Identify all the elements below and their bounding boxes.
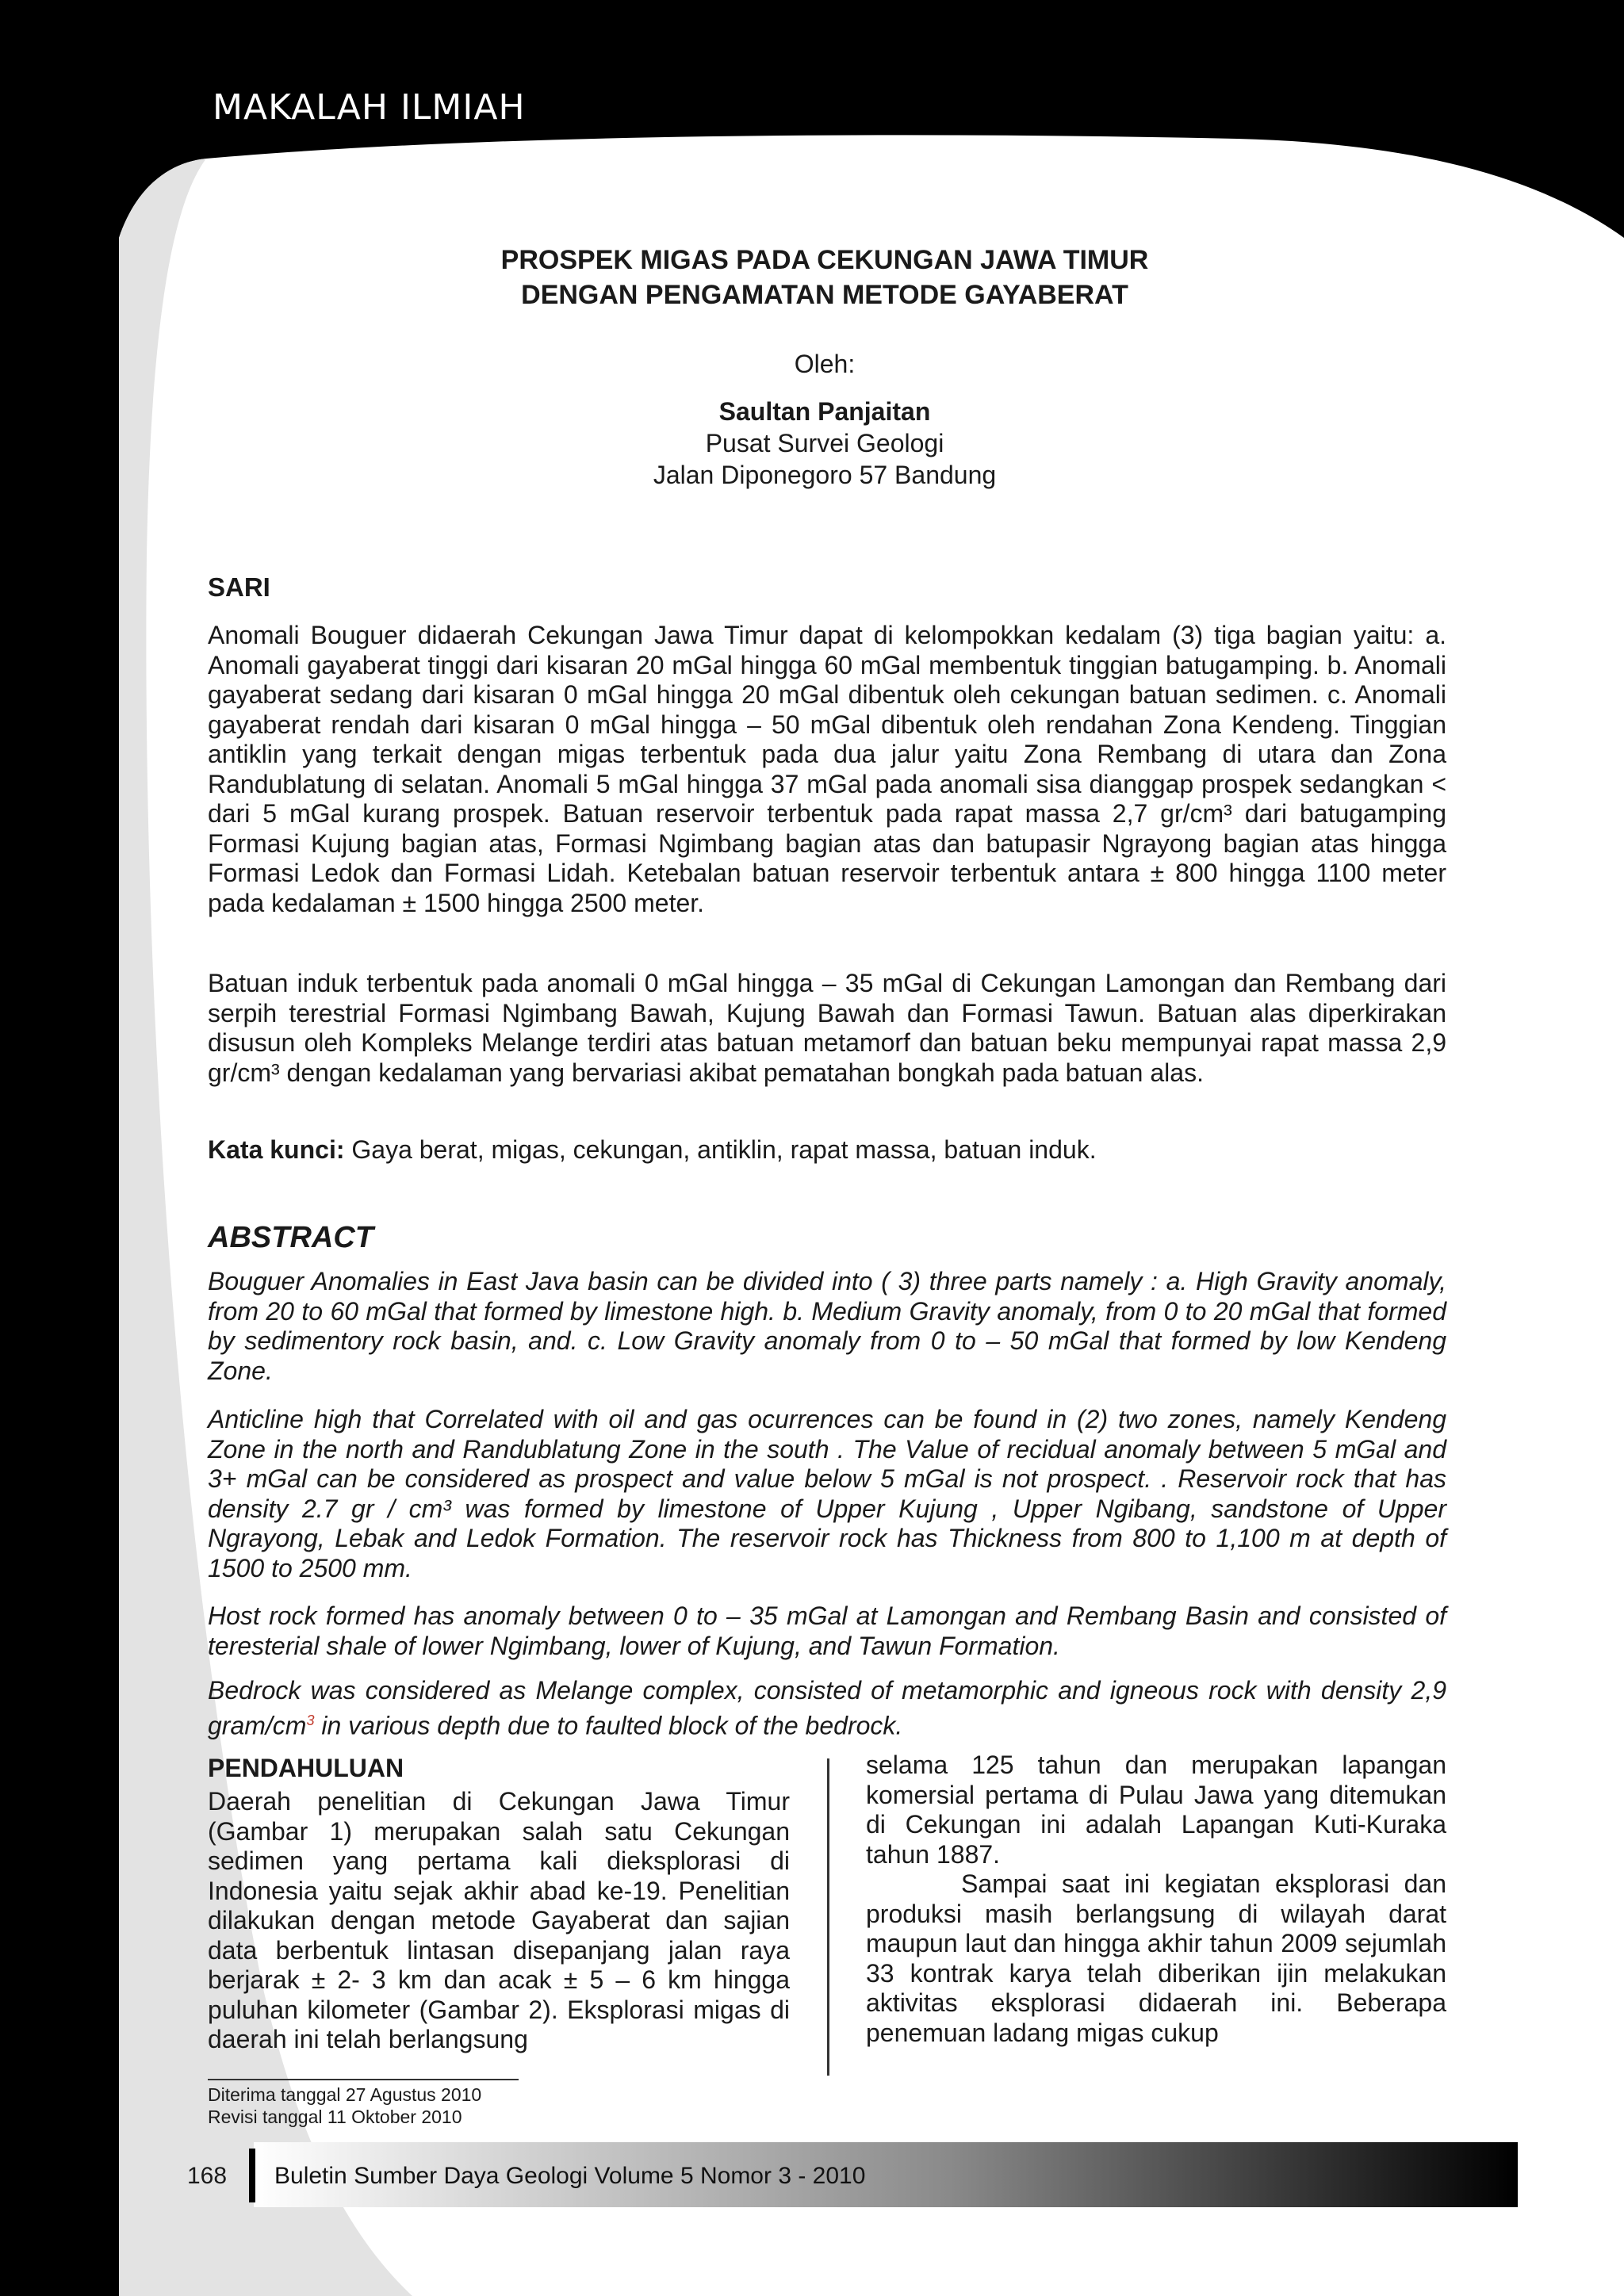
author-name: Saultan Panjaitan: [718, 397, 931, 426]
footnote-revised: Revisi tanggal 11 Oktober 2010: [208, 2107, 462, 2127]
footer-divider: [249, 2149, 255, 2202]
abstract-paragraph-4: [208, 1676, 1446, 1741]
column-divider: [827, 1758, 829, 2076]
abstract-p4-part-b: in various depth due to faulted block of the bedrock.: [314, 1711, 903, 1740]
keywords-text: Gaya berat, migas, cekungan, antiklin, rapat massa, batuan induk.: [344, 1135, 1097, 1164]
sari-paragraph-1: Anomali Bouguer didaerah Cekungan Jawa Timur dapat di kelompokkan kedalam (3) tiga bagian yaitu: a. Anomali gayaberat tinggi dari kisaran 20 mGal hingga 60 mGal membentuk tinggian batugamping. b. Anomali gayaberat sedang dari kisaran 0 mGal hingga 20 mGal dibentuk oleh cekungan batuan sedimen. c. Anomali gayaberat rendah dari kisaran 0 mGal hingga – 50 mGal dibentuk oleh rendahan Zona Kendeng. Tinggian antiklin yang terkait dengan migas terbentuk pada dua jalur yaitu Zona Rembang di utara dan Zona Randublatung di selatan. Anomali 5 mGal hingga 37 mGal pada anomali sisa dianggap prospek sedangkan < dari 5 mGal kurang prospek. Batuan reservoir terbentuk pada rapat massa 2,7 gr/cm³ dari batugamping Formasi Kujung bagian atas, Formasi Ngimbang bagian atas dan batupasir Ngrayong bagian atas hingga Formasi Ledok dan Formasi Lidah. Ketebalan batuan reservoir terbentuk antara ± 800 hingga 1100 meter pada kedalaman ± 1500 hingga 2500 meter.: [208, 621, 1446, 917]
journal-name: Buletin Sumber Daya Geologi Volume 5 Nomor 3 - 2010: [274, 2163, 866, 2189]
footnote-rule: [208, 2079, 519, 2080]
keywords-label: Kata kunci:: [208, 1135, 345, 1164]
footnote-received: Diterima tanggal 27 Agustus 2010: [208, 2084, 482, 2105]
abstract-paragraph-2: Anticline high that Correlated with oil and gas ocurrences can be found in (2) two zones, namely Kendeng Zone in the north and Randublatung Zone in the south . The Value of recidual anomaly between 5 mGal and 3+ mGal can be considered as prospect and value below 5 mGal is not prospect. . Reservoir rock that has density 2.7 gr / cm³ was formed by limestone of Upper Kujung , Upper Ngibang, sandstone of Upper Ngrayong, Lebak and Ledok Formation. The reservoir rock has Thickness from 800 to 1,100 m at depth of 1500 to 2500 mm.: [208, 1405, 1446, 1582]
page-number: 168: [187, 2163, 228, 2189]
keywords: [208, 1135, 1446, 1165]
pendahuluan-right-text-2: Sampai saat ini kegiatan eksplorasi dan produksi masih berlangsung di wilayah darat maupun laut dan hingga akhir tahun 2009 sejumlah 33 kontrak karya telah diberikan ijin melakukan aktivitas eksplorasi didaerah ini. Beberapa penemuan ladang migas cukup: [866, 1869, 1446, 2047]
sari-heading: SARI: [208, 572, 270, 602]
superscript-3: 3: [306, 1712, 315, 1728]
abstract-p4-part-a: Bedrock was considered as Melange complex, consisted of metamorphic and igneous rock with density 2,9 gram/cm: [208, 1676, 1446, 1740]
abstract-paragraph-3: Host rock formed has anomaly between 0 to – 35 mGal at Lamongan and Rembang Basin and consisted of teresterial shale of lower Ngimbang, lower of Kujung, and Tawun Formation.: [208, 1601, 1446, 1660]
pendahuluan-left-column: Daerah penelitian di Cekungan Jawa Timur (Gambar 1) merupakan salah satu Cekungan sedimen yang pertama kali dieksplorasi di Indonesia yaitu sejak akhir abad ke-19. Penelitian dilakukan dengan metode Gayaberat dan sajian data berbentuk lintasan disepanjang jalan raya berjarak ± 2- 3 km dan acak ± 5 – 6 km hingga puluhan kilometer (Gambar 2). Eksplorasi migas di daerah ini telah berlangsung: [208, 1787, 790, 2053]
paper-title-line2: DENGAN PENGAMATAN METODE GAYABERAT: [521, 280, 1128, 310]
pendahuluan-right-text-1: selama 125 tahun dan merupakan lapangan komersial pertama di Pulau Jawa yang ditemukan di Cekungan ini adalah Lapangan Kuti-Kuraka tahun 1887.: [866, 1751, 1446, 1869]
author-institution: Pusat Survei Geologi: [705, 429, 944, 457]
pendahuluan-heading: PENDAHULUAN: [208, 1754, 404, 1782]
byline-oleh: Oleh:: [794, 350, 856, 378]
abstract-heading: ABSTRACT: [208, 1221, 373, 1254]
sari-paragraph-2: Batuan induk terbentuk pada anomali 0 mGal hingga – 35 mGal di Cekungan Lamongan dan Rembang dari serpih terestrial Formasi Ngimbang Bawah, Kujung Bawah dan Formasi Tawun. Batuan alas diperkirakan disusun oleh Kompleks Melange terdiri atas batuan metamorf dan batuan beku mempunyai rapat massa 2,9 gr/cm³ dengan kedalaman yang bervariasi akibat pematahan bongkah pada batuan alas.: [208, 969, 1446, 1087]
author-address: Jalan Diponegoro 57 Bandung: [653, 461, 997, 489]
paper-title-line1: PROSPEK MIGAS PADA CEKUNGAN JAWA TIMUR: [500, 245, 1149, 275]
abstract-paragraph-1: Bouguer Anomalies in East Java basin can be divided into ( 3) three parts namely : a. High Gravity anomaly, from 20 to 60 mGal that formed by limestone high. b. Medium Gravity anomaly, from 0 to 20 mGal that formed by sedimentory rock basin, and. c. Low Gravity anomaly from 0 to – 50 mGal that formed by low Kendeng Zone.: [208, 1267, 1446, 1385]
section-label: MAKALAH ILMIAH: [213, 87, 526, 128]
